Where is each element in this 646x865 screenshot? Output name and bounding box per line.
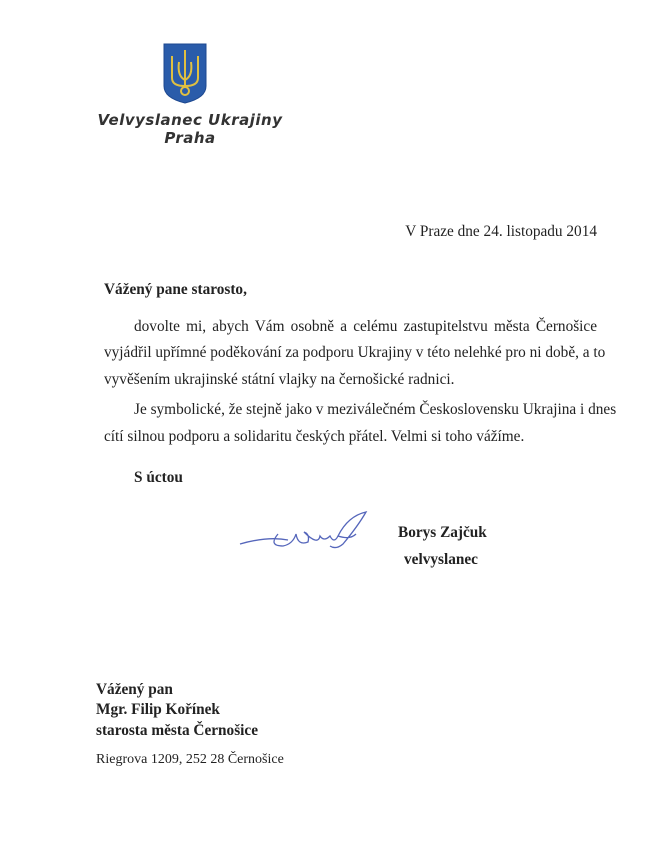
recipient-name: Mgr. Filip Kořínek: [96, 701, 220, 718]
signer-title: velvyslanec: [404, 551, 478, 568]
ukraine-emblem-icon: [162, 42, 208, 109]
paragraph-line: dovolte mi, abych Vám osobně a celému zastupitelstvu města Černošice: [134, 318, 597, 335]
paragraph-line: vyvěšením ukrajinské státní vlajky na černošické radnici.: [104, 371, 455, 388]
letter-date: V Praze dne 24. listopadu 2014: [405, 223, 597, 240]
signature-icon: [238, 506, 373, 561]
closing: S úctou: [134, 469, 183, 486]
letterhead-org: Velvyslanec Ukrajiny: [97, 111, 283, 129]
letterhead-city: Praha: [164, 129, 216, 147]
recipient-greeting: Vážený pan: [96, 681, 173, 698]
recipient-role: starosta města Černošice: [96, 722, 258, 739]
paragraph-line: cítí silnou podporu a solidaritu českých přátel. Velmi si toho vážíme.: [104, 428, 525, 445]
recipient-address: Riegrova 1209, 252 28 Černošice: [96, 752, 284, 767]
paragraph-line: vyjádřil upřímné poděkování za podporu Ukrajiny v této nelehké pro ni době, a to: [104, 344, 606, 361]
paragraph-line: Je symbolické, že stejně jako v meziválečném Československu Ukrajina i dnes: [134, 401, 617, 418]
signer-name: Borys Zajčuk: [398, 524, 487, 541]
salutation: Vážený pane starosto,: [104, 281, 247, 298]
